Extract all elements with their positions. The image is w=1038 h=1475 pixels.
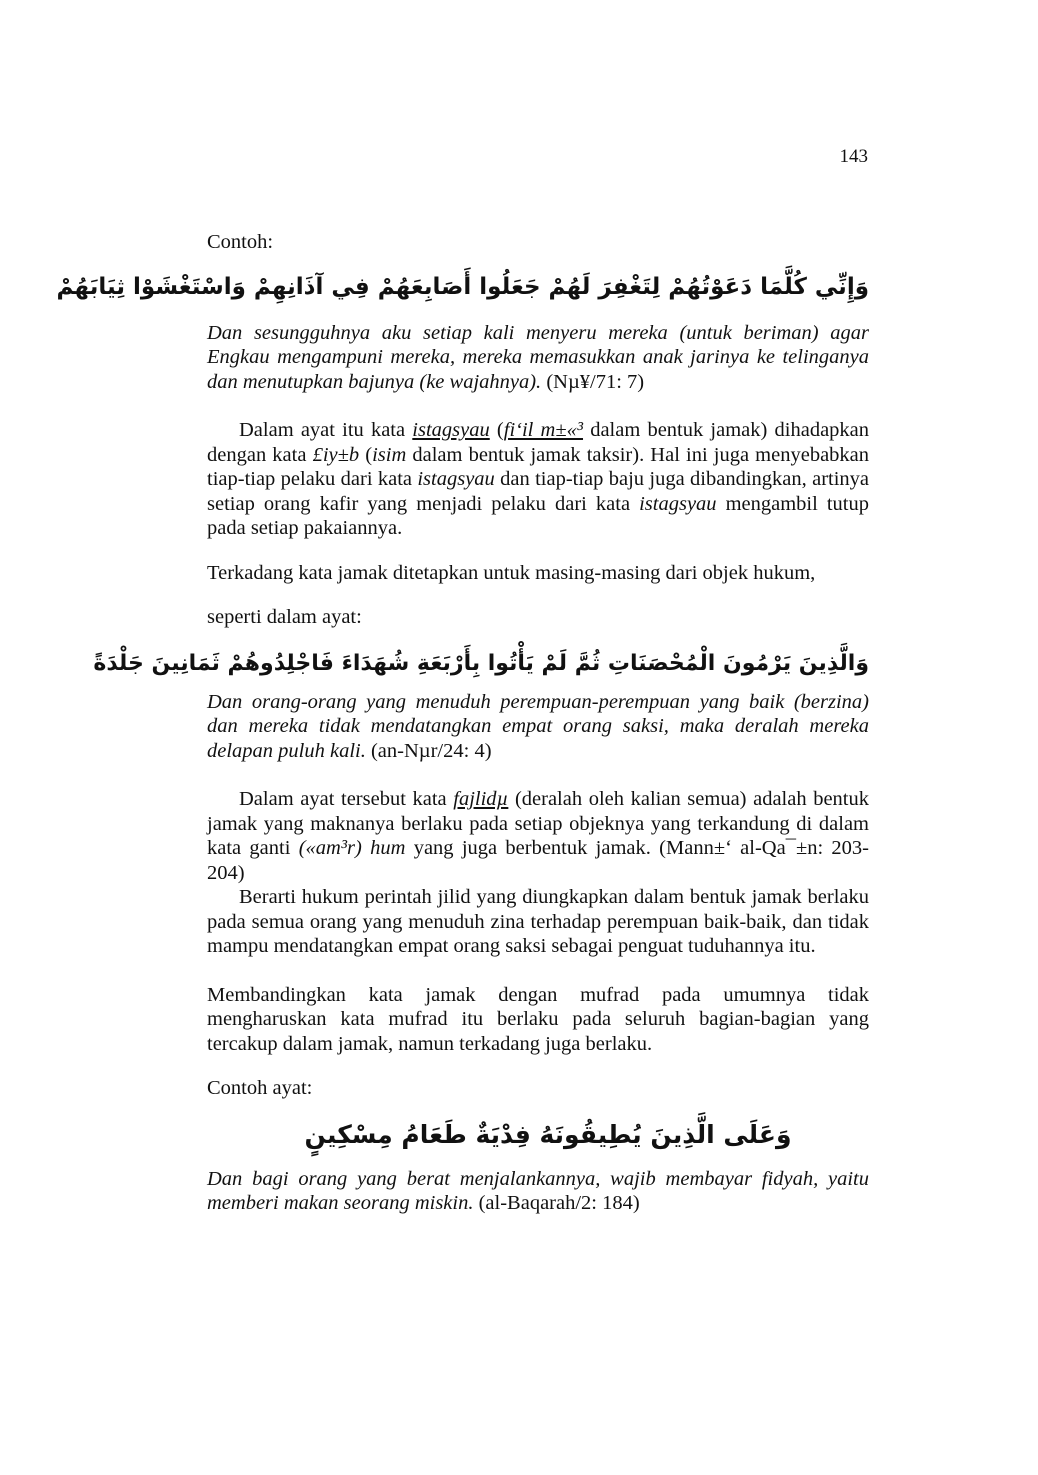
term: isim bbox=[372, 443, 407, 466]
paragraph-istagsyau bbox=[207, 418, 869, 541]
arabic-verse-albaqarah-184: وَعَلَى الَّذِينَ يُطِيقُونَهُ فِدْيَةٌ طَعَامُ مِسْكِينٍ bbox=[304, 1119, 792, 1149]
text-run: yang juga berbentuk jamak. (Mann±‘ al-Qa¯±n: 203-204) bbox=[207, 837, 870, 884]
term: istagsyau bbox=[639, 492, 717, 515]
text-run: ( bbox=[359, 443, 373, 466]
arabic-verse-nuh-7: وَإِنِّي كُلَّمَا دَعَوْتُهُمْ لِتَغْفِرَ لَهُمْ جَعَلُوا أَصَابِعَهُمْ فِي آذَانِهِمْ وَاسْتَغْشَوْا ثِيَابَهُمْ bbox=[56, 273, 869, 300]
text-run: dalam bentuk jamak taksir). Hal ini juga menyebabkan tiap-tiap pelaku dari kata bbox=[207, 443, 870, 490]
term: £iy±b bbox=[312, 443, 360, 466]
paragraph-mufrad: Membandingkan kata jamak dengan mufrad pada umumnya tidak mengharuskan kata mufrad itu berlaku pada seluruh bagian-bagian yang tercakup dalam jamak, namun terkadang juga berlaku. bbox=[207, 983, 869, 1055]
translation-albaqarah-184 bbox=[207, 1167, 869, 1216]
translation-text: Dan orang-orang yang menuduh perempuan-perempuan yang baik (berzina) dan mereka tidak mendatangkan empat orang saksi, maka deralah mereka delapan puluh kali. bbox=[207, 690, 869, 762]
term: istagsyau bbox=[417, 468, 495, 490]
translation-text: Dan sesungguhnya aku setiap kali menyeru mereka (untuk beriman) agar Engkau mengampuni mereka, mereka memasukkan anak jarinya ke telinganya dan menutupkan bajunya (ke wajahnya). bbox=[207, 321, 869, 393]
arabic-verse-annur-4: وَالَّذِينَ يَرْمُونَ الْمُحْصَنَاتِ ثُمَّ لَمْ يَأْتُوا بِأَرْبَعَةِ شُهَدَاءَ فَاجْلِدُوهُمْ ثَمَانِينَ جَلْدَةً bbox=[93, 650, 869, 676]
page-number: 143 bbox=[839, 146, 868, 167]
example-label-2: seperti dalam ayat: bbox=[207, 606, 362, 628]
translation-nuh-7 bbox=[207, 321, 869, 395]
text-run: mengambil tutup pada setiap pakaiannya. bbox=[207, 492, 870, 539]
text-run: (deralah oleh kalian semua) adalah bentuk jamak yang maknanya berlaku pada setiap objeknya yang terkandung di dalam kata ganti bbox=[207, 788, 869, 859]
text-run: dalam bentuk jamak) dihadapkan dengan kata bbox=[207, 419, 870, 466]
text-run: Dalam ayat tersebut kata bbox=[239, 788, 454, 810]
text-run: Dalam ayat itu kata bbox=[239, 419, 413, 441]
page-content bbox=[56, 230, 870, 1216]
term: fajlidµ bbox=[453, 788, 509, 810]
text-run: ( bbox=[489, 419, 504, 441]
translation-annur-4 bbox=[207, 690, 869, 764]
paragraph-objek-hukum: Terkadang kata jamak ditetapkan untuk masing-masing dari objek hukum, bbox=[207, 561, 816, 584]
example-label-3: Contoh ayat: bbox=[207, 1077, 313, 1099]
term: fi‘il m±«³ bbox=[503, 419, 584, 441]
translation-text: Dan bagi orang yang berat menjalankannya, wajib membayar fidyah, yaitu memberi makan seorang miskin. bbox=[207, 1167, 869, 1214]
paragraph-hukum-jilid: Berarti hukum perintah jilid yang diungkapkan dalam bentuk jamak berlaku pada semua orang yang menuduh zina terhadap perempuan baik-baik, dan tidak mampu mendatangkan empat orang saksi sebagai penguat tuduhannya itu. bbox=[207, 886, 869, 957]
verse-reference: (al-Baqarah/2: 184) bbox=[473, 1192, 640, 1214]
verse-reference: (an-Nµr/24: 4) bbox=[365, 739, 492, 762]
paragraph-fajlidu bbox=[207, 787, 869, 885]
verse-reference: (Nµ¥/71: 7) bbox=[541, 370, 645, 393]
term: («am³r) hum bbox=[298, 837, 406, 859]
text-run: dan tiap-tiap baju juga dibandingkan, artinya setiap orang kafir yang menjadi pelaku dari kata bbox=[207, 468, 870, 515]
term: istagsyau bbox=[412, 419, 490, 441]
example-label-1: Contoh: bbox=[207, 231, 274, 253]
